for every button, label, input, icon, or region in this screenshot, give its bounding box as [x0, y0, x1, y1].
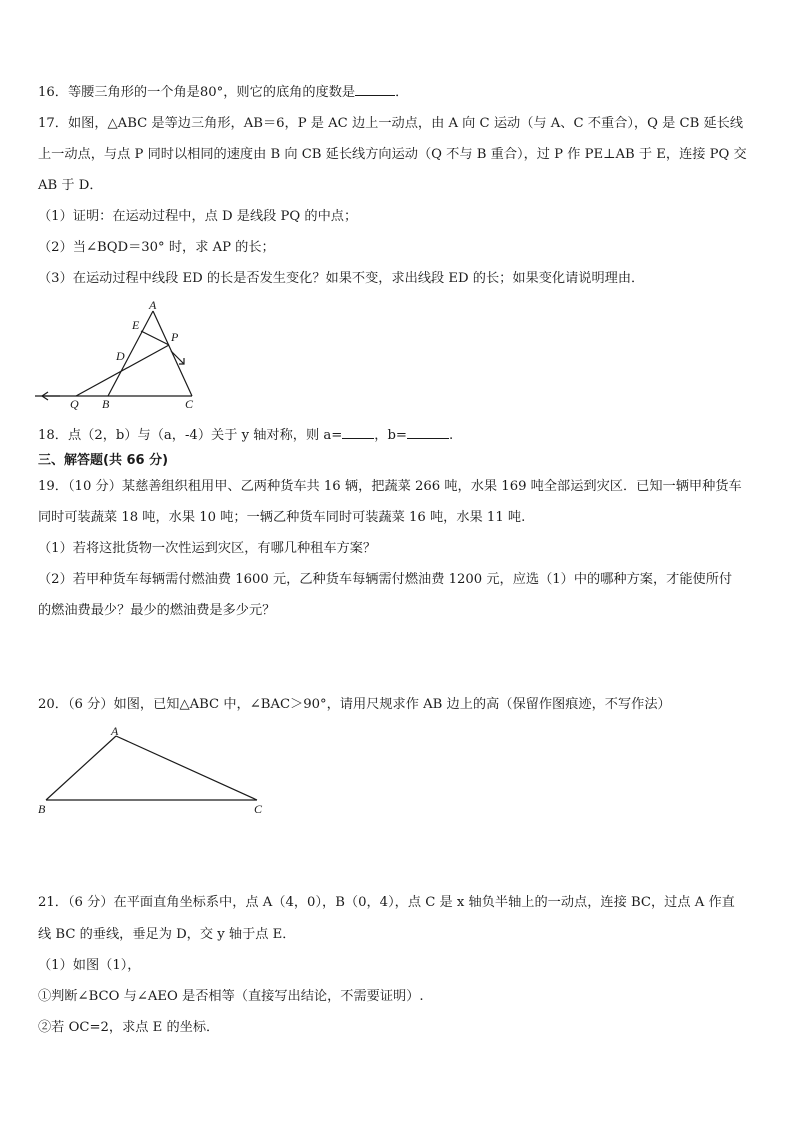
question-18: 18．点（2，b）与（a，-4）关于 y 轴对称，则 a= ，b= .: [38, 428, 454, 443]
side-ab: [46, 736, 116, 800]
label-e: E: [132, 318, 140, 332]
question-16-text: 16．等腰三角形的一个角是80°，则它的底角的度数是: [38, 85, 356, 100]
side-ac: [153, 311, 192, 396]
motion-arrow-shaft: [171, 351, 184, 364]
question-21-part-1: （1）如图（1），: [38, 958, 141, 973]
question-19-line-2: 同时可装蔬菜 18 吨，水果 10 吨；一辆乙种货车同时可装蔬菜 16 吨，水果 11 吨.: [38, 510, 526, 525]
answer-blank-b: [407, 426, 449, 439]
label-c: C: [185, 397, 194, 411]
question-20: 20．（6 分）如图，已知△ABC 中，∠BAC＞90°，请用尺规求作 AB 边上的高（保留作图痕迹，不写作法）: [38, 697, 671, 712]
question-17-part-3: （3）在运动过程中线段 ED 的长是否发生变化？如果不变，求出线段 ED 的长；如果变化请说明理由．: [38, 271, 645, 286]
question-21-item-1: ①判断∠BCO 与∠AEO 是否相等（直接写出结论，不需要证明）.: [38, 989, 424, 1004]
section-title: 三、解答题(共 66 分): [38, 453, 169, 468]
question-17-part-2: （2）当∠BQD＝30° 时，求 AP 的长；: [38, 240, 275, 255]
question-17-line-2: 上一动点，与点 P 同时以相同的速度由 B 向 CB 延长线方向运动（Q 不与 B 重合），过 P 作 PE⊥AB 于 E，连接 PQ 交: [38, 147, 747, 162]
label-a: A: [149, 298, 157, 312]
question-19-part-1: （1）若将这批货物一次性运到灾区，有哪几种租车方案？: [38, 541, 377, 556]
triangle-figure-17: [30, 296, 200, 414]
triangle-figure-20: [30, 722, 280, 822]
question-16: 16．等腰三角形的一个角是80°，则它的底角的度数是 ．: [38, 85, 409, 100]
label-q: Q: [70, 397, 79, 411]
label-d: D: [116, 349, 125, 363]
label-b: B: [102, 397, 110, 411]
answer-blank-a: [342, 426, 374, 439]
question-19-part-2-line-2: 的燃油费最少？最少的燃油费是多少元？: [38, 603, 276, 618]
question-21-item-2: ②若 OC=2，求点 E 的坐标．: [38, 1020, 220, 1035]
question-21-line-2: 线 BC 的垂线，垂足为 D，交 y 轴于点 E．: [38, 927, 296, 942]
question-18-text-a: 18．点（2，b）与（a，-4）关于 y 轴对称，则 a=: [38, 428, 343, 443]
label-a: A: [111, 724, 119, 738]
question-17-line-3: AB 于 D．: [38, 178, 103, 193]
question-17-part-1: （1）证明：在运动过程中，点 D 是线段 PQ 的中点；: [38, 209, 358, 224]
label-b: B: [38, 802, 46, 816]
question-21-line-1: 21．（6 分）在平面直角坐标系中，点 A（4，0），B（0，4），点 C 是 x 轴负半轴上的一动点，连接 BC，过点 A 作直: [38, 895, 735, 910]
question-17-line-1: 17．如图，△ABC 是等边三角形，AB＝6，P 是 AC 边上一动点，由 A 向 C 运动（与 A、C 不重合），Q 是 CB 延长线: [38, 116, 744, 131]
question-19-line-1: 19．（10 分）某慈善组织租用甲、乙两种货车共 16 辆，把蔬菜 266 吨，水果 169 吨全部运到灾区．已知一辆甲种货车: [38, 479, 742, 494]
side-ac: [116, 736, 257, 800]
label-p: P: [171, 330, 179, 344]
label-c: C: [254, 802, 263, 816]
answer-blank: [355, 83, 395, 96]
side-ab: [108, 311, 153, 396]
question-19-part-2-line-1: （2）若甲种货车每辆需付燃油费 1600 元，乙种货车每辆需付燃油费 1200 元，应选（1）中的哪种方案，才能使所付: [38, 572, 733, 587]
